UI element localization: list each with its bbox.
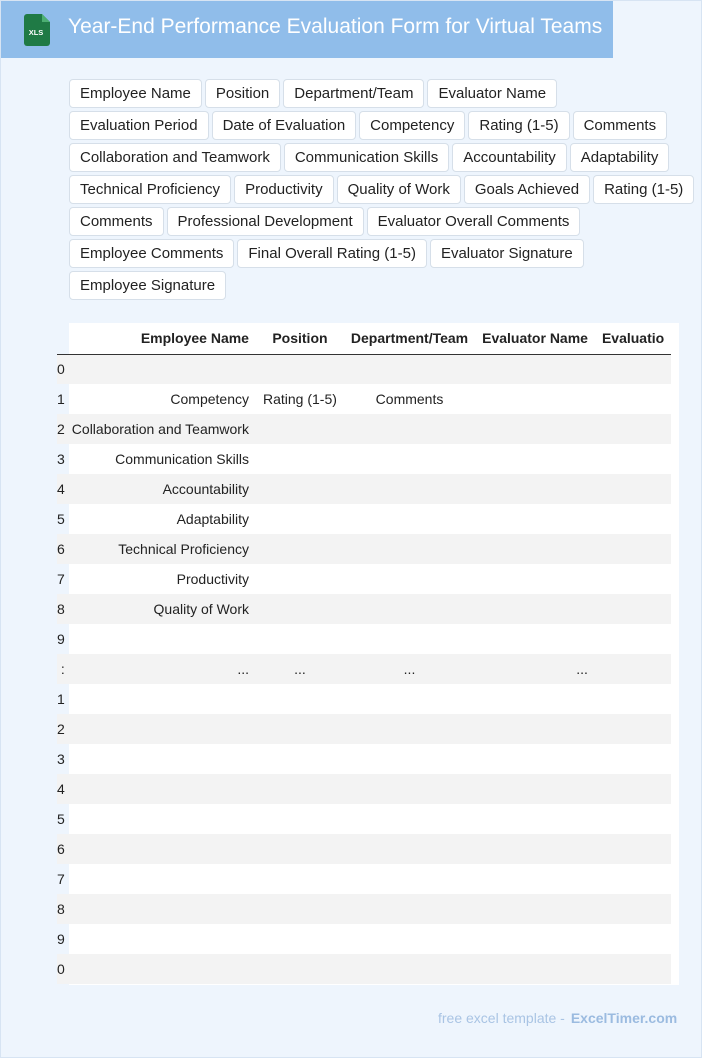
table-row [57, 774, 671, 804]
table-cell [475, 714, 595, 744]
field-tag[interactable]: Comments [573, 111, 668, 140]
row-index-cell: 6 [57, 834, 65, 864]
row-index-cell: 1 [57, 691, 65, 707]
table-cell [475, 354, 595, 384]
table-cell [344, 474, 475, 504]
table-cell [65, 354, 256, 384]
page-header [1, 1, 613, 58]
table-cell [475, 804, 595, 834]
table-cell [256, 714, 344, 744]
column-header: Evaluatio [595, 323, 671, 354]
table-cell [595, 864, 671, 894]
row-index-cell: 4 [57, 774, 65, 804]
table-cell [344, 834, 475, 864]
table-cell [344, 744, 475, 774]
column-header [57, 323, 65, 354]
table-cell [65, 894, 256, 924]
table-cell: ... [344, 654, 475, 684]
row-index-cell: 5 [57, 511, 65, 527]
table-row [57, 354, 671, 384]
table-row [57, 624, 671, 654]
row-index-cell: 7 [57, 871, 65, 887]
table-cell [595, 714, 671, 744]
table-cell [475, 624, 595, 654]
table-cell [344, 894, 475, 924]
row-index-cell: 9 [57, 631, 65, 647]
row-index-cell: 6 [57, 534, 65, 564]
table-cell [475, 954, 595, 984]
table-cell: Collaboration and Teamwork [65, 414, 256, 444]
table-row [57, 954, 671, 984]
table-cell [344, 714, 475, 744]
field-tag[interactable]: Department/Team [283, 79, 424, 108]
field-tag[interactable]: Goals Achieved [464, 175, 590, 204]
table-cell [475, 774, 595, 804]
field-tag[interactable]: Collaboration and Teamwork [69, 143, 281, 172]
table-cell [595, 804, 671, 834]
table-row [57, 534, 671, 564]
table-cell: Technical Proficiency [65, 534, 256, 564]
table-cell [475, 684, 595, 714]
field-tag[interactable]: Position [205, 79, 280, 108]
field-tag[interactable]: Date of Evaluation [212, 111, 357, 140]
table-cell [475, 384, 595, 414]
table-row [57, 924, 671, 954]
field-tag-list [69, 79, 699, 300]
field-tag[interactable]: Rating (1-5) [593, 175, 694, 204]
footer-brand-link[interactable]: ExcelTimer.com [570, 1010, 678, 1026]
page-title: Year-End Performance Evaluation Form for Virtual Teams [68, 15, 603, 38]
table-cell [344, 594, 475, 624]
table-cell [344, 624, 475, 654]
table-cell [344, 414, 475, 444]
table-cell [595, 654, 671, 684]
table-cell [256, 534, 344, 564]
table-cell [344, 774, 475, 804]
row-index-cell: 0 [57, 354, 65, 384]
row-index-cell: 3 [57, 451, 65, 467]
table-row [57, 414, 671, 444]
table-cell [475, 414, 595, 444]
table-cell [344, 804, 475, 834]
table-cell [595, 954, 671, 984]
table-cell [256, 954, 344, 984]
table-cell: ... [256, 654, 344, 684]
table-cell: Competency [170, 391, 249, 407]
table-cell [595, 354, 671, 384]
field-tag[interactable]: Quality of Work [337, 175, 461, 204]
table-cell [256, 564, 344, 594]
row-index-cell: 2 [57, 714, 65, 744]
field-tag[interactable]: Employee Name [69, 79, 202, 108]
field-tag[interactable]: Evaluator Overall Comments [367, 207, 581, 236]
table-cell [595, 744, 671, 774]
field-tag[interactable]: Technical Proficiency [69, 175, 231, 204]
row-index-cell: 2 [57, 414, 65, 444]
row-index-cell: 5 [57, 811, 65, 827]
xls-icon-label: XLS [28, 28, 44, 37]
table-row [57, 804, 671, 834]
table-cell: ... [65, 654, 256, 684]
table-cell [65, 744, 256, 774]
table-cell [595, 834, 671, 864]
table-cell [256, 834, 344, 864]
table-cell [256, 774, 344, 804]
table-cell [256, 414, 344, 444]
table-cell [595, 564, 671, 594]
table-cell [256, 684, 344, 714]
table-cell [256, 924, 344, 954]
table-cell [65, 624, 256, 654]
table-cell [595, 684, 671, 714]
table-cell: Rating (1-5) [262, 391, 337, 407]
column-header: Employee Name [65, 323, 256, 354]
field-tag[interactable]: Accountability [452, 143, 567, 172]
field-tag[interactable]: Rating (1-5) [468, 111, 569, 140]
field-tag[interactable]: Comments [69, 207, 164, 236]
field-tag[interactable]: Evaluator Name [427, 79, 557, 108]
footer-credit [438, 1010, 677, 1026]
table-row [57, 564, 671, 594]
field-tag[interactable]: Employee Comments [69, 239, 234, 268]
table-cell [595, 924, 671, 954]
table-cell [65, 954, 256, 984]
table-row [57, 594, 671, 624]
table-cell [256, 354, 344, 384]
table-cell [475, 534, 595, 564]
field-tag[interactable]: Professional Development [167, 207, 364, 236]
table-cell [344, 864, 475, 894]
table-cell [595, 534, 671, 564]
table-row [57, 684, 671, 714]
table-cell [344, 954, 475, 984]
table-header-row [57, 323, 671, 354]
table-cell [475, 474, 595, 504]
table-cell [256, 624, 344, 654]
table-row [57, 474, 671, 504]
table-cell [65, 834, 256, 864]
row-index-cell: 3 [57, 751, 65, 767]
table-cell [256, 744, 344, 774]
field-tag[interactable]: Evaluator Signature [430, 239, 584, 268]
column-header: Department/Team [344, 323, 475, 354]
table-cell: Productivity [176, 571, 249, 587]
table-cell [595, 894, 671, 924]
table-cell: Adaptability [176, 511, 249, 527]
field-tag[interactable]: Communication Skills [284, 143, 449, 172]
table-cell [256, 474, 344, 504]
table-row [57, 744, 671, 774]
column-header: Evaluator Name [475, 323, 595, 354]
table-row [57, 654, 671, 684]
row-index-cell: 1 [57, 391, 65, 407]
table-cell [475, 924, 595, 954]
table-cell: Quality of Work [65, 594, 256, 624]
table-cell [475, 834, 595, 864]
table-cell [256, 594, 344, 624]
table-cell [475, 594, 595, 624]
table-cell [475, 864, 595, 894]
table-cell [595, 624, 671, 654]
table-cell [595, 414, 671, 444]
table-cell [344, 444, 475, 474]
table-cell [65, 864, 256, 894]
table-cell [344, 564, 475, 594]
table-cell [65, 774, 256, 804]
table-cell [65, 684, 256, 714]
field-tag[interactable]: Productivity [234, 175, 334, 204]
table-row [57, 504, 671, 534]
row-index-cell: 8 [57, 894, 65, 924]
table-row [57, 894, 671, 924]
table-cell: Comments [375, 391, 444, 407]
row-index-cell: 4 [57, 474, 65, 504]
table-cell [344, 684, 475, 714]
field-tag[interactable]: Final Overall Rating (1-5) [237, 239, 427, 268]
table-cell [475, 504, 595, 534]
table-cell [65, 804, 256, 834]
table-cell [595, 594, 671, 624]
table-cell [256, 444, 344, 474]
table-cell [65, 714, 256, 744]
table-cell [344, 534, 475, 564]
table-cell [344, 354, 475, 384]
table-cell [344, 504, 475, 534]
table-row [57, 864, 671, 894]
table-row [57, 714, 671, 744]
table-cell [595, 444, 671, 474]
table-cell [256, 804, 344, 834]
table-cell [595, 474, 671, 504]
table-cell [475, 444, 595, 474]
table-cell [595, 504, 671, 534]
table-cell [65, 924, 256, 954]
field-tag[interactable]: Evaluation Period [69, 111, 209, 140]
field-tag[interactable]: Adaptability [570, 143, 670, 172]
row-index-cell: 0 [57, 954, 65, 984]
row-index-cell: 7 [57, 571, 65, 587]
row-index-cell: : [57, 654, 65, 684]
table-cell: Communication Skills [115, 451, 249, 467]
table-cell [595, 384, 671, 414]
xls-file-icon [23, 14, 50, 46]
table-cell [256, 504, 344, 534]
table-cell [344, 924, 475, 954]
table-cell [595, 774, 671, 804]
table-cell [475, 564, 595, 594]
table-row [57, 444, 671, 474]
table-cell [256, 894, 344, 924]
spreadsheet-preview [57, 323, 679, 985]
row-index-cell: 9 [57, 931, 65, 947]
table-cell: Accountability [65, 474, 256, 504]
table-cell [256, 864, 344, 894]
table-cell [475, 894, 595, 924]
table-row [57, 834, 671, 864]
column-header: Position [256, 323, 344, 354]
table-cell [475, 744, 595, 774]
row-index-cell: 8 [57, 594, 65, 624]
field-tag[interactable]: Competency [359, 111, 465, 140]
footer-text: free excel template - [438, 1010, 565, 1026]
table-row [57, 384, 671, 414]
spreadsheet-table [57, 323, 671, 984]
field-tag[interactable]: Employee Signature [69, 271, 226, 300]
table-cell: ... [475, 654, 595, 684]
